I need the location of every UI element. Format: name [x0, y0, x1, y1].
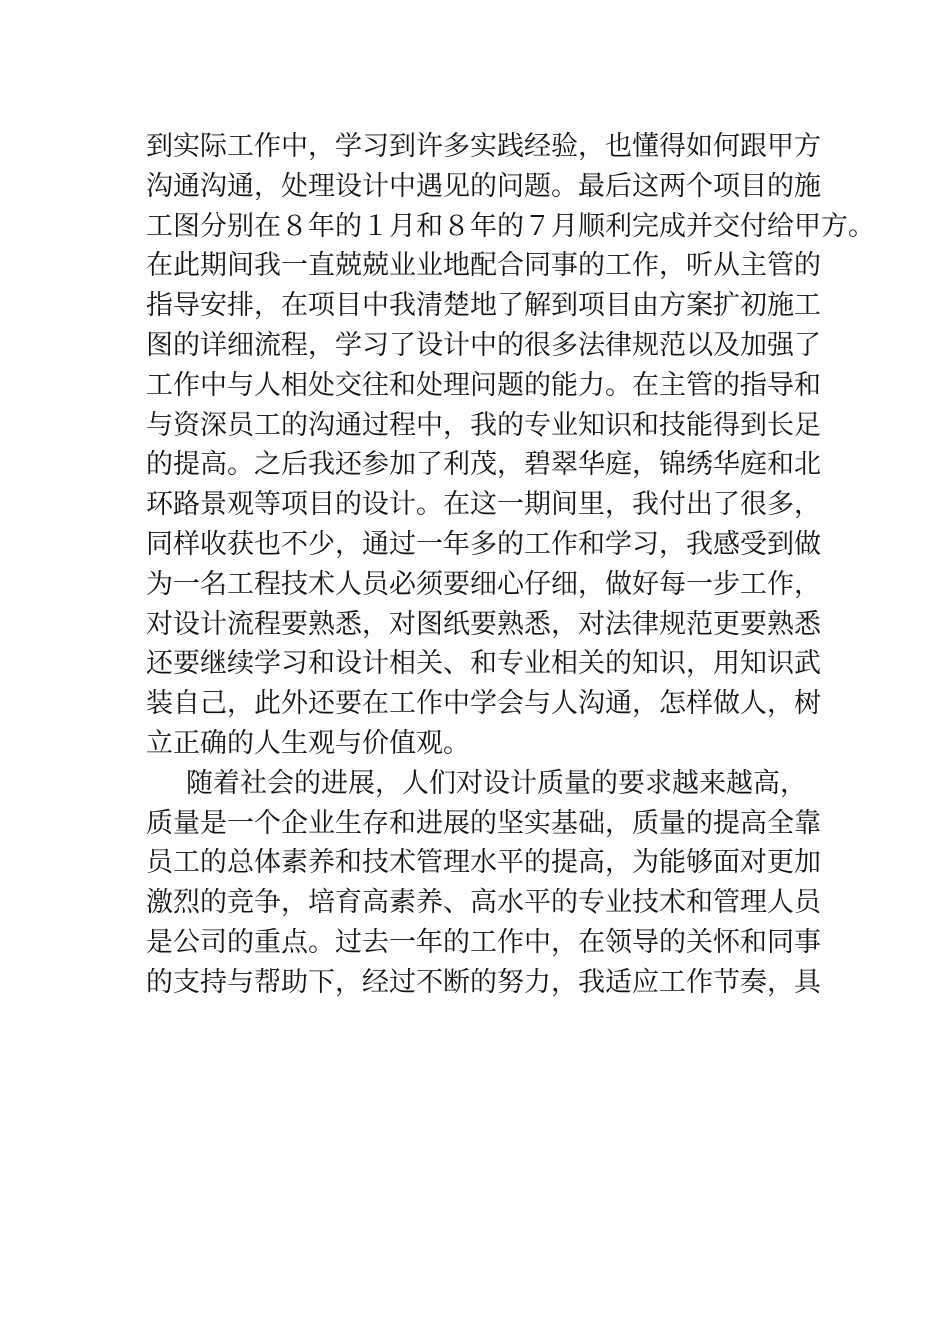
text-line: 员工的总体素养和技术管理水平的提高，为能够面对更加 — [146, 847, 821, 879]
text-line: 为一名工程技术人员必须要细心仔细，做好每一步工作， — [146, 568, 821, 600]
text-line: 同样收获也不少，通过一年多的工作和学习，我感受到做 — [146, 528, 821, 560]
text-line: 与资深员工的沟通过程中，我的专业知识和技能得到长足 — [146, 409, 821, 441]
text-line: 的支持与帮助下，经过不断的努力，我适应工作节奏，具 — [146, 966, 821, 998]
text-line: 还要继续学习和设计相关、和专业相关的知识，用知识武 — [146, 648, 821, 680]
text-line: 到实际工作中，学习到许多实践经验，也懂得如何跟甲方 — [146, 131, 821, 162]
text-line: 工图分别在８年的１月和８年的７月顺利完成并交付给甲方。 — [146, 210, 875, 242]
text-line: 环路景观等项目的设计。在这一期间里，我付出了很多， — [146, 489, 821, 521]
paragraph-first-line: 随着社会的进展，人们对设计质量的要求越来越高， — [186, 767, 807, 799]
text-line: 沟通沟通，处理设计中遇见的问题。最后这两个项目的施 — [146, 170, 821, 202]
text-line: 指导安排，在项目中我清楚地了解到项目由方案扩初施工 — [146, 290, 821, 322]
text-line: 装自己，此外还要在工作中学会与人沟通，怎样做人，树 — [146, 688, 821, 720]
text-line: 是公司的重点。过去一年的工作中，在领导的关怀和同事 — [146, 926, 821, 958]
text-line: 工作中与人相处交往和处理问题的能力。在主管的指导和 — [146, 369, 821, 401]
text-line: 立正确的人生观与价值观。 — [146, 727, 470, 759]
text-line: 质量是一个企业生存和进展的坚实基础，质量的提高全靠 — [146, 807, 821, 839]
body-text — [146, 127, 875, 1003]
text-line: 激烈的竞争，培育高素养、高水平的专业技术和管理人员 — [146, 887, 821, 919]
text-line: 在此期间我一直兢兢业业地配合同事的工作，听从主管的 — [146, 250, 821, 282]
text-line: 的提高。之后我还参加了利茂，碧翠华庭，锦绣华庭和北 — [146, 449, 821, 481]
text-line: 对设计流程要熟悉，对图纸要熟悉，对法律规范更要熟悉 — [146, 608, 821, 640]
text-line: 图的详细流程，学习了设计中的很多法律规范以及加强了 — [146, 329, 821, 361]
